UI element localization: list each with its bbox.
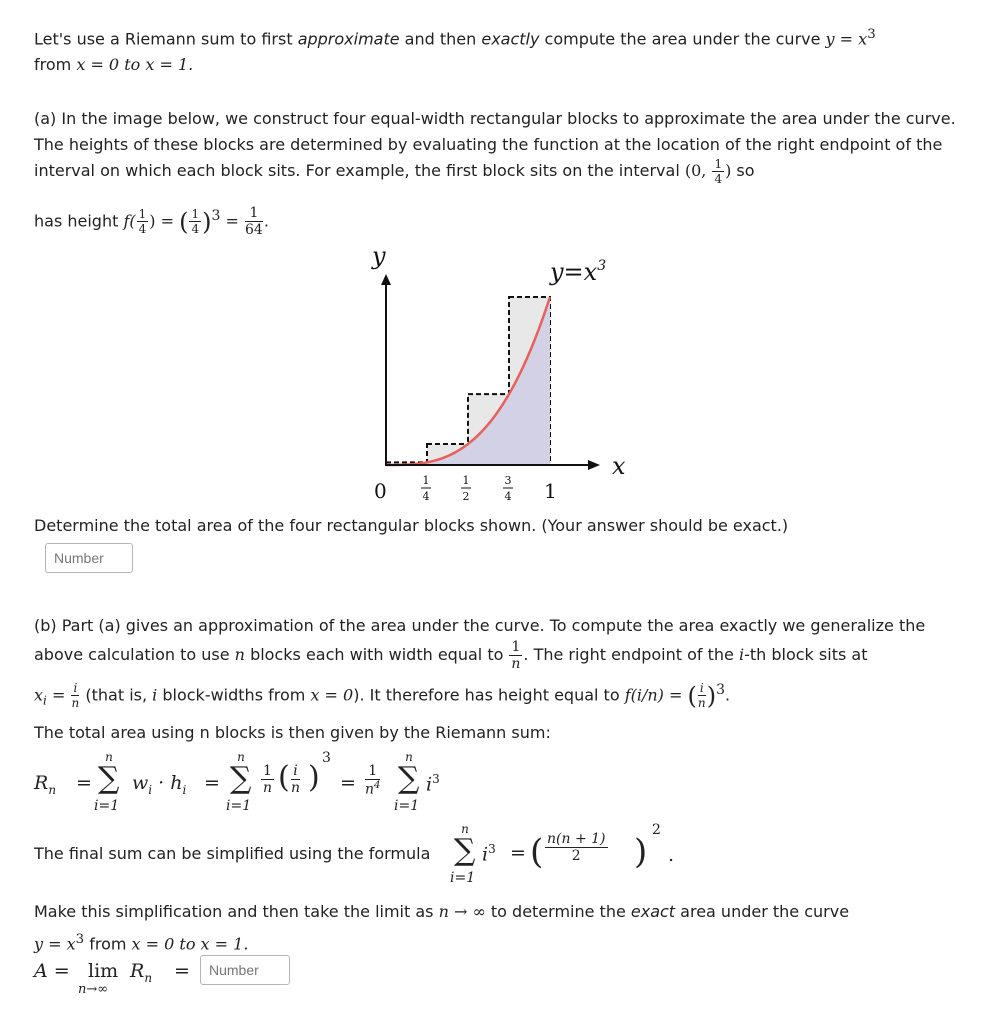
fraction-quarter: $\frac{1}{4}$ [714, 157, 723, 186]
svg-text:3: 3 [504, 474, 512, 487]
svg-text:1: 1 [462, 474, 470, 487]
tick-label-quarter [421, 474, 431, 503]
y-axis-arrow-icon [381, 274, 391, 285]
x-axis-arrow-icon [588, 460, 600, 470]
range-equation: x = 0 to x = 1. [76, 55, 194, 75]
x-axis-label: x [612, 452, 626, 480]
height-example: has height f( $\frac{1}{4}$ ) = ( $\frac{1}{4}$ )$^3$ = $\frac{1}{64}$ . [34, 205, 269, 239]
curve-label: $y=x^3$ [550, 258, 607, 286]
exactly-word: exactly [481, 29, 540, 49]
tick-label-1: 1 [544, 479, 557, 503]
approximate-word: approximate [297, 29, 400, 49]
part-a-text: (a) In the image below, we construct four equal-width rectangular blocks to approximate the area under the curve. The heights of these blocks are determined by evaluating the function at the location of the right endpoint of the interval on which each block sits. For example, the first block sits on the interval (0, $\frac{1}{4}$ ) so [34, 109, 956, 186]
riemann-sum-formula: $R_n$ = n ∑ i=1 $w_i \cdot h_i$ = n ∑ i=1 $\frac{1}{n}$ ( $\frac{i}{n}$ ) 3 = $\frac{1}{n^4}$ n ∑ i=1 $i^3$ [34, 750, 440, 814]
part-a-answer-input[interactable] [45, 543, 133, 573]
svg-text:1: 1 [422, 474, 430, 487]
y-axis-label: y [372, 242, 386, 270]
svg-text:4: 4 [422, 490, 430, 503]
tick-label-0: 0 [374, 479, 387, 503]
svg-text:2: 2 [462, 490, 470, 503]
make-simplification-text: Make this simplification and then take the limit as n → ∞ to determine the exact area under the curve $y = x^3$ from x = 0 to x = 1. [34, 902, 850, 954]
curve-equation: y = x [825, 29, 868, 49]
tick-label-half [461, 474, 471, 503]
part-b-endpoint: $x_i$ = $\frac{i}{n}$ (that is, i block-widths from x = 0). It therefore has height equal to f(i/n) = ( $\frac{i}{n}$ )$^3$. [34, 681, 731, 711]
riemann-sum-intro: The total area using n blocks is then given by the Riemann sum: [34, 723, 551, 742]
tick-label-three-quarters [503, 474, 513, 503]
part-a-question: Determine the total area of the four rectangular blocks shown. (Your answer should be exact.) [34, 516, 789, 535]
part-b-answer-input[interactable] [200, 955, 290, 985]
sum-of-cubes-formula: The final sum can be simplified using the formula n ∑ i=1 $i^3$ = ( $\frac{n(n + 1)}{2}$ ) 2 . [34, 822, 675, 886]
intro-text: Let's use a Riemann sum to first approximate and then exactly compute the area under the curve $y = x^3$ from x = 0 to x = 1. [34, 27, 876, 75]
part-b-text: (b) Part (a) gives an approximation of the area under the curve. To compute the area exactly we generalize the above calculation to use n blocks each with width equal to $\frac{1}{n}$ . The right endpoint of the i-th block sits at [34, 616, 926, 672]
svg-text:4: 4 [504, 490, 512, 503]
riemann-figure [360, 240, 650, 510]
limit-expression: A = lim n→∞ $R_n$ = [34, 960, 190, 997]
